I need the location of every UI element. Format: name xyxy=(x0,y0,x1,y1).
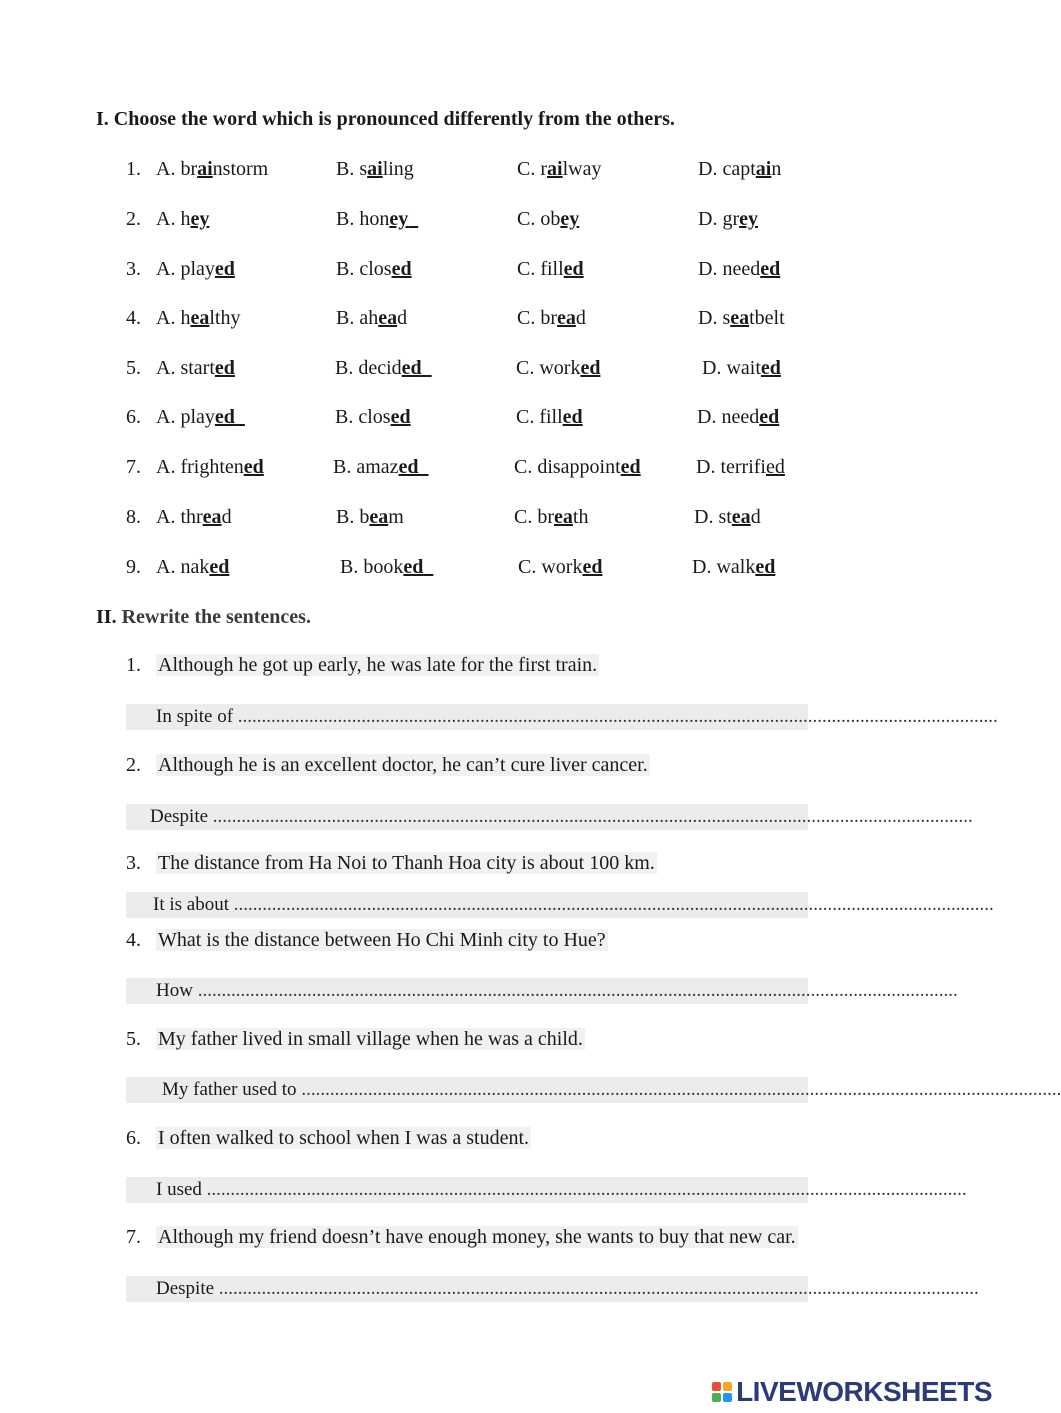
option-highlight: ed xyxy=(391,258,412,280)
question-number: 1. xyxy=(126,158,141,180)
answer-option[interactable] xyxy=(336,208,418,231)
option-text: B. s xyxy=(336,158,368,180)
option-highlight: ai xyxy=(367,158,383,180)
answer-option[interactable] xyxy=(516,406,583,429)
answer-input-line[interactable] xyxy=(126,892,994,918)
option-highlight: ea xyxy=(554,506,573,528)
option-highlight: ed xyxy=(562,406,583,428)
answer-option[interactable] xyxy=(336,158,414,181)
option-highlight: ea xyxy=(731,506,751,528)
answer-prompt: Despite xyxy=(156,1278,215,1299)
option-highlight: ey xyxy=(560,208,580,230)
answer-option[interactable] xyxy=(156,406,245,429)
answer-option[interactable] xyxy=(517,208,579,231)
underline-blank xyxy=(423,556,433,578)
underline-blank xyxy=(235,406,245,428)
option-highlight: ed xyxy=(580,357,601,379)
option-highlight: ai xyxy=(547,158,563,180)
dotted-blank: ................................................................................................................................................................ xyxy=(208,806,973,827)
option-text: C. work xyxy=(516,357,581,379)
option-text-end: tbelt xyxy=(749,307,785,329)
answer-option[interactable] xyxy=(697,406,779,429)
question-number: 5. xyxy=(126,357,141,379)
rewrite-sentence xyxy=(126,1028,585,1051)
answer-option[interactable] xyxy=(698,307,785,330)
answer-option[interactable] xyxy=(156,357,235,380)
option-text: C. ob xyxy=(517,208,561,230)
underline-blank xyxy=(422,357,432,379)
option-highlight: ed xyxy=(403,556,424,578)
option-highlight: ed xyxy=(765,456,785,478)
answer-prompt: My father used to xyxy=(162,1079,297,1100)
option-text: B. ah xyxy=(336,307,379,329)
answer-option[interactable] xyxy=(156,506,232,529)
answer-option[interactable] xyxy=(335,357,432,380)
rewrite-sentence xyxy=(126,1127,531,1150)
answer-input-line[interactable] xyxy=(126,1276,979,1302)
rewrite-sentence xyxy=(126,654,599,677)
option-text-end: ling xyxy=(382,158,414,180)
answer-option[interactable] xyxy=(516,357,600,380)
answer-option[interactable] xyxy=(517,158,601,181)
dotted-blank: ................................................................................................................................................................ xyxy=(296,1079,1061,1100)
option-highlight: ea xyxy=(730,307,750,329)
option-text: C. fill xyxy=(517,258,564,280)
answer-option[interactable] xyxy=(336,506,404,529)
sentence-number: 2. xyxy=(126,754,141,776)
option-text: C. br xyxy=(517,307,557,329)
sentence-text: Although my friend doesn’t have enough money, she wants to buy that new car. xyxy=(158,1226,796,1248)
answer-option[interactable] xyxy=(518,556,602,579)
question-number: 9. xyxy=(126,556,141,578)
answer-option[interactable] xyxy=(514,506,588,529)
option-highlight: ed xyxy=(390,406,411,428)
option-highlight: ed xyxy=(398,456,419,478)
option-text: B. book xyxy=(340,556,404,578)
sentence-text: The distance from Ha Noi to Thanh Hoa city is about 100 km. xyxy=(158,852,655,874)
answer-option[interactable] xyxy=(514,456,641,479)
logo-text: LIVEWORKSHEETS xyxy=(736,1376,992,1407)
option-highlight: ea xyxy=(202,506,222,528)
liveworksheets-logo xyxy=(712,1377,992,1407)
option-text: D. need xyxy=(697,406,760,428)
question-number: 4. xyxy=(126,307,141,329)
option-text: A. frighten xyxy=(156,456,244,478)
option-text-end: d xyxy=(750,506,761,528)
option-highlight: ai xyxy=(755,158,772,180)
option-highlight: ed xyxy=(214,357,235,379)
option-highlight: ed xyxy=(243,456,264,478)
answer-option[interactable] xyxy=(336,258,412,281)
answer-option[interactable] xyxy=(156,456,264,479)
answer-prompt: How xyxy=(156,980,193,1001)
option-text: D. wait xyxy=(702,357,761,379)
sentence-number: 3. xyxy=(126,852,141,874)
sentence-number: 1. xyxy=(126,654,141,676)
answer-prompt: In spite of xyxy=(156,706,234,727)
answer-option[interactable] xyxy=(156,307,240,330)
option-text-end: nstorm xyxy=(212,158,269,180)
option-text: A. h xyxy=(156,208,191,230)
option-highlight: ed xyxy=(563,258,584,280)
answer-option[interactable] xyxy=(702,357,781,380)
underline-blank xyxy=(419,456,429,478)
section1-heading: I. Choose the word which is pronounced differently from the others. xyxy=(96,108,675,130)
option-text-end: n xyxy=(771,158,782,180)
option-highlight: ed xyxy=(760,357,781,379)
option-text: A. br xyxy=(156,158,198,180)
section2-heading-number: II. xyxy=(96,606,117,628)
question-number: 6. xyxy=(126,406,141,428)
option-highlight: ed xyxy=(620,456,641,478)
sentence-text: My father lived in small village when he was a child. xyxy=(158,1028,583,1050)
rewrite-sentence xyxy=(126,754,650,777)
dotted-blank: ................................................................................................................................................................ xyxy=(233,706,998,727)
answer-option[interactable] xyxy=(698,258,780,281)
answer-option[interactable] xyxy=(333,456,429,479)
option-highlight: ed xyxy=(759,406,780,428)
option-text-end: lthy xyxy=(209,307,241,329)
option-text: A. nak xyxy=(156,556,210,578)
option-text-end: m xyxy=(388,506,404,528)
option-text: D. s xyxy=(698,307,731,329)
dotted-blank: ................................................................................................................................................................ xyxy=(214,1278,979,1299)
option-text: A. play xyxy=(156,258,215,280)
answer-option[interactable] xyxy=(696,456,785,479)
answer-prompt: It is about xyxy=(153,894,229,915)
option-text: C. r xyxy=(517,158,547,180)
option-highlight: ed xyxy=(214,258,235,280)
section2-heading-text: Rewrite the sentences. xyxy=(121,606,311,628)
answer-option[interactable] xyxy=(698,158,781,181)
underline-blank xyxy=(408,208,418,230)
option-text-end: d xyxy=(221,506,232,528)
option-highlight: ea xyxy=(190,307,210,329)
section2-heading xyxy=(96,606,311,629)
option-text: C. br xyxy=(514,506,554,528)
answer-option[interactable] xyxy=(156,556,229,579)
option-text: C. work xyxy=(518,556,583,578)
sentence-number: 5. xyxy=(126,1028,141,1050)
option-text: A. play xyxy=(156,406,215,428)
option-text: A. thr xyxy=(156,506,203,528)
dotted-blank: ................................................................................................................................................................ xyxy=(201,1179,967,1200)
option-highlight: ey xyxy=(739,208,758,230)
option-text: D. terrifi xyxy=(696,456,766,478)
question-number: 7. xyxy=(126,456,141,478)
option-text: A. start xyxy=(156,357,215,379)
option-highlight: ed xyxy=(214,406,235,428)
option-text-end: lway xyxy=(562,158,602,180)
dotted-blank: ................................................................................................................................................................ xyxy=(229,894,994,915)
sentence-text: Although he is an excellent doctor, he can’t cure liver cancer. xyxy=(158,754,648,776)
answer-option[interactable] xyxy=(692,556,775,579)
answer-option[interactable] xyxy=(335,406,411,429)
answer-input-line[interactable] xyxy=(126,704,998,730)
option-text: B. clos xyxy=(336,258,392,280)
answer-option[interactable] xyxy=(156,208,209,231)
answer-option[interactable] xyxy=(340,556,433,579)
answer-option[interactable] xyxy=(698,208,758,231)
option-text-end: d xyxy=(575,307,586,329)
option-text: C. fill xyxy=(516,406,563,428)
rewrite-sentence xyxy=(126,852,657,875)
sentence-number: 4. xyxy=(126,929,141,951)
option-text: B. hon xyxy=(336,208,390,230)
sentence-number: 7. xyxy=(126,1226,141,1248)
sentence-number: 6. xyxy=(126,1127,141,1149)
answer-prompt: I used xyxy=(156,1179,202,1200)
logo-mark-icon xyxy=(712,1382,732,1402)
option-text: D. gr xyxy=(698,208,740,230)
dotted-blank: ................................................................................................................................................................ xyxy=(192,980,958,1001)
rewrite-sentence xyxy=(126,1226,798,1249)
option-text-end: d xyxy=(397,307,408,329)
answer-input-line[interactable] xyxy=(126,978,958,1004)
option-text: B. clos xyxy=(335,406,391,428)
answer-input-line[interactable] xyxy=(126,1177,967,1203)
option-text: B. amaz xyxy=(333,456,399,478)
answer-option[interactable] xyxy=(336,307,407,330)
option-text-end: th xyxy=(572,506,589,528)
option-highlight: ea xyxy=(369,506,389,528)
answer-option[interactable] xyxy=(517,307,586,330)
answer-option[interactable] xyxy=(694,506,761,529)
answer-option[interactable] xyxy=(156,258,235,281)
rewrite-sentence xyxy=(126,929,608,952)
option-highlight: ea xyxy=(378,307,398,329)
sentence-text: I often walked to school when I was a student. xyxy=(158,1127,530,1149)
option-text: C. disappoint xyxy=(514,456,621,478)
answer-input-line[interactable] xyxy=(126,1077,1061,1103)
option-highlight: ey xyxy=(190,208,210,230)
question-number: 2. xyxy=(126,208,141,230)
option-text: D. need xyxy=(698,258,761,280)
option-text: A. h xyxy=(156,307,191,329)
option-highlight: ed xyxy=(755,556,776,578)
option-highlight: ed xyxy=(401,357,422,379)
answer-option[interactable] xyxy=(156,158,268,181)
answer-input-line[interactable] xyxy=(126,804,973,830)
sentence-text: Although he got up early, he was late for the first train. xyxy=(158,654,598,676)
question-number: 3. xyxy=(126,258,141,280)
option-highlight: ai xyxy=(197,158,213,180)
option-highlight: ed xyxy=(760,258,781,280)
option-text: D. st xyxy=(694,506,732,528)
option-text: D. walk xyxy=(692,556,756,578)
question-number: 8. xyxy=(126,506,141,528)
option-highlight: ed xyxy=(209,556,230,578)
option-highlight: ea xyxy=(557,307,576,329)
sentence-text: What is the distance between Ho Chi Minh city to Hue? xyxy=(158,929,606,951)
option-highlight: ey xyxy=(389,208,409,230)
option-highlight: ed xyxy=(582,556,603,578)
option-text: B. b xyxy=(336,506,370,528)
answer-prompt: Despite xyxy=(150,806,209,827)
option-text: D. capt xyxy=(698,158,756,180)
option-text: B. decid xyxy=(335,357,402,379)
answer-option[interactable] xyxy=(517,258,584,281)
